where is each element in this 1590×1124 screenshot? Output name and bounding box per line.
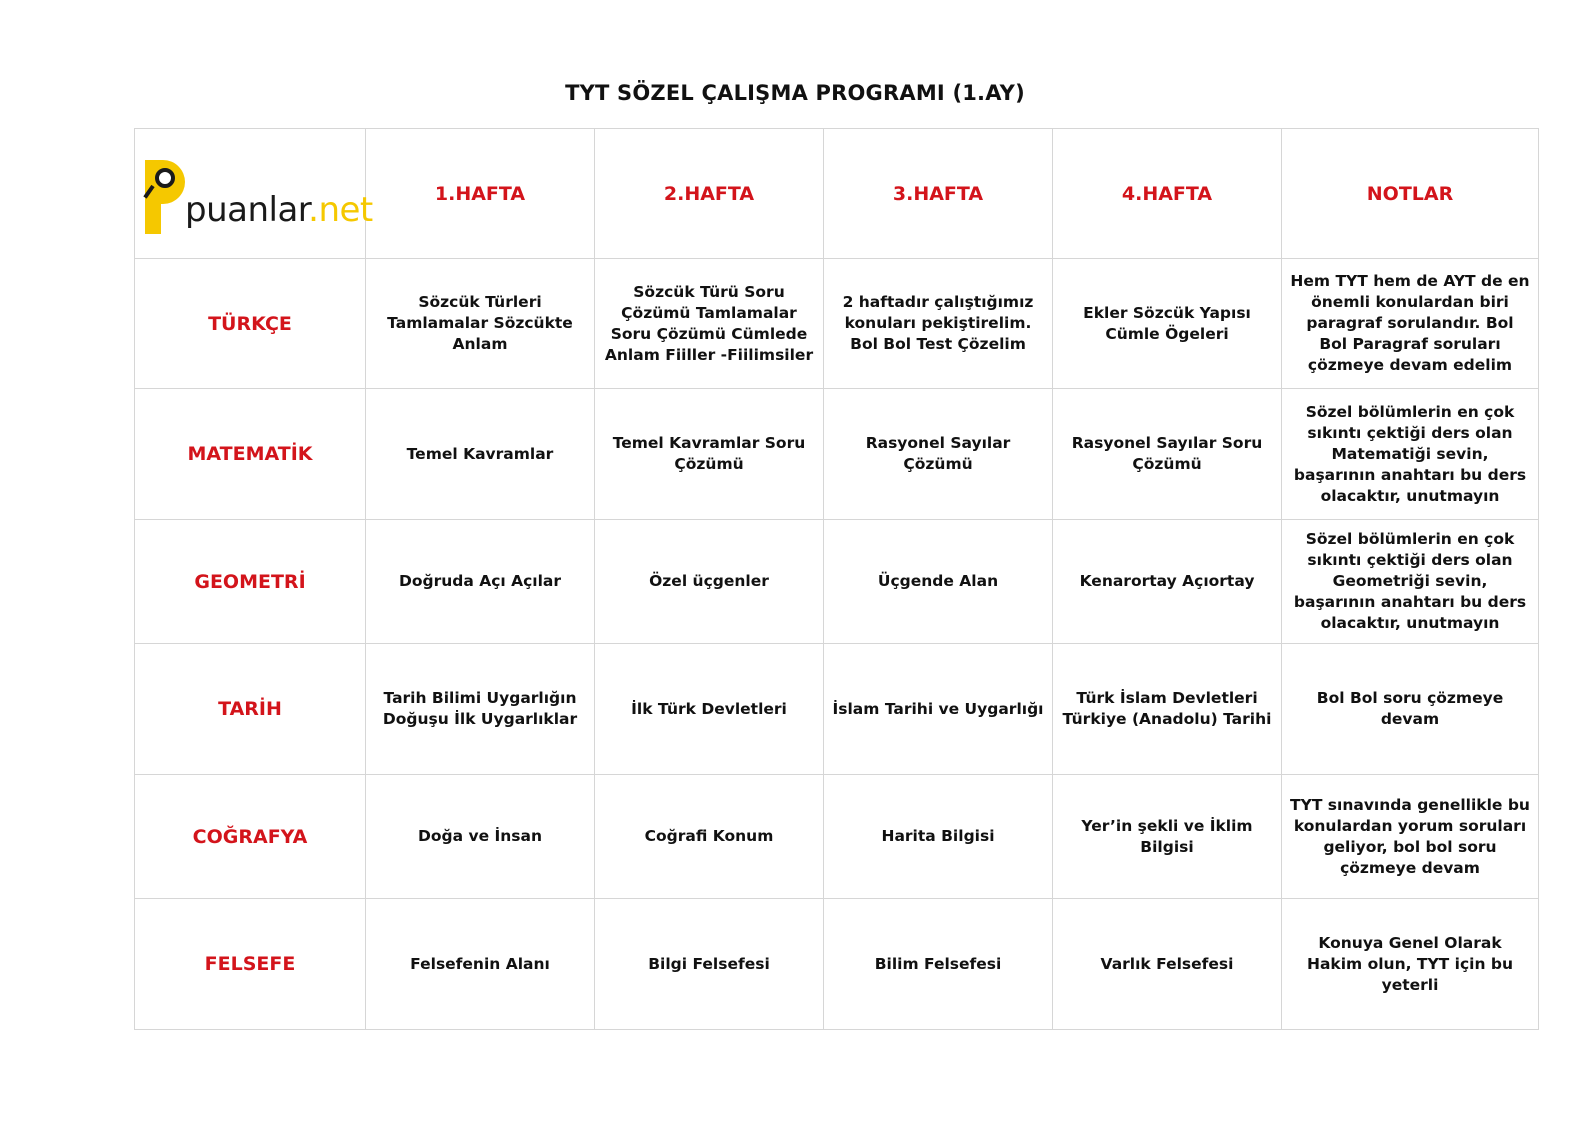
table-cell: Bilgi Felsefesi [595,899,824,1030]
table-cell: Sözcük Türleri Tamlamalar Sözcükte Anlam [366,259,595,389]
notes-cell: Bol Bol soru çözmeye devam [1282,644,1539,775]
header-week-3: 3.HAFTA [824,129,1053,259]
subject-felsefe: FELSEFE [135,899,366,1030]
table-row [135,259,1539,389]
subject-cografya: COĞRAFYA [135,775,366,899]
table-cell: Varlık Felsefesi [1053,899,1282,1030]
header-week-2: 2.HAFTA [595,129,824,259]
header-notes: NOTLAR [1282,129,1539,259]
logo-text: puanlar.net [185,190,373,230]
header-week-4: 4.HAFTA [1053,129,1282,259]
table-cell: Doğruda Açı Açılar [366,520,595,644]
table-cell: 2 haftadır çalıştığımız konuları pekiştirelim. Bol Bol Test Çözelim [824,259,1053,389]
table-cell: Tarih Bilimi Uygarlığın Doğuşu İlk Uygarlıklar [366,644,595,775]
table-cell: Rasyonel Sayılar Soru Çözümü [1053,389,1282,520]
table-cell: Felsefenin Alanı [366,899,595,1030]
table-row [135,899,1539,1030]
table-cell: Doğa ve İnsan [366,775,595,899]
table-cell: Bilim Felsefesi [824,899,1053,1030]
table-cell: Özel üçgenler [595,520,824,644]
table-row [135,389,1539,520]
subject-matematik: MATEMATİK [135,389,366,520]
table-cell: Harita Bilgisi [824,775,1053,899]
magnifier-p-icon [145,156,181,236]
table-cell: Ekler Sözcük Yapısı Cümle Ögeleri [1053,259,1282,389]
table-row [135,775,1539,899]
notes-cell: Sözel bölümlerin en çok sıkıntı çektiği ders olan Matematiği sevin, başarının anahtarı bu ders olacaktır, unutmayın [1282,389,1539,520]
header-week-1: 1.HAFTA [366,129,595,259]
puanlar-logo [145,146,373,236]
table-row [135,520,1539,644]
page-title: TYT SÖZEL ÇALIŞMA PROGRAMI (1.AY) [565,81,1025,105]
notes-cell: Sözel bölümlerin en çok sıkıntı çektiği ders olan Geometriği sevin, başarının anahtarı bu ders olacaktır, unutmayın [1282,520,1539,644]
table-cell: Türk İslam Devletleri Türkiye (Anadolu) Tarihi [1053,644,1282,775]
table-cell: İslam Tarihi ve Uygarlığı [824,644,1053,775]
subject-turkce: TÜRKÇE [135,259,366,389]
table-cell: Yer’in şekli ve İklim Bilgisi [1053,775,1282,899]
table-cell: Rasyonel Sayılar Çözümü [824,389,1053,520]
table-cell: Üçgende Alan [824,520,1053,644]
notes-cell: TYT sınavında genellikle bu konulardan yorum soruları geliyor, bol bol soru çözmeye devam [1282,775,1539,899]
notes-cell: Hem TYT hem de AYT de en önemli konulardan biri paragraf sorulandır. Bol Bol Paragraf soruları çözmeye devam edelim [1282,259,1539,389]
notes-cell: Konuya Genel Olarak Hakim olun, TYT için bu yeterli [1282,899,1539,1030]
table-cell: Temel Kavramlar Soru Çözümü [595,389,824,520]
table-cell: Coğrafi Konum [595,775,824,899]
header-row [135,129,1539,259]
subject-tarih: TARİH [135,644,366,775]
table-cell: Temel Kavramlar [366,389,595,520]
logo-cell [135,129,373,259]
table-cell: Sözcük Türü Soru Çözümü Tamlamalar Soru Çözümü Cümlede Anlam Fiiller -Fiilimsiler [595,259,824,389]
table-cell: Kenarortay Açıortay [1053,520,1282,644]
table-row [135,644,1539,775]
study-schedule-table [134,128,1539,1030]
table-cell: İlk Türk Devletleri [595,644,824,775]
subject-geometri: GEOMETRİ [135,520,366,644]
